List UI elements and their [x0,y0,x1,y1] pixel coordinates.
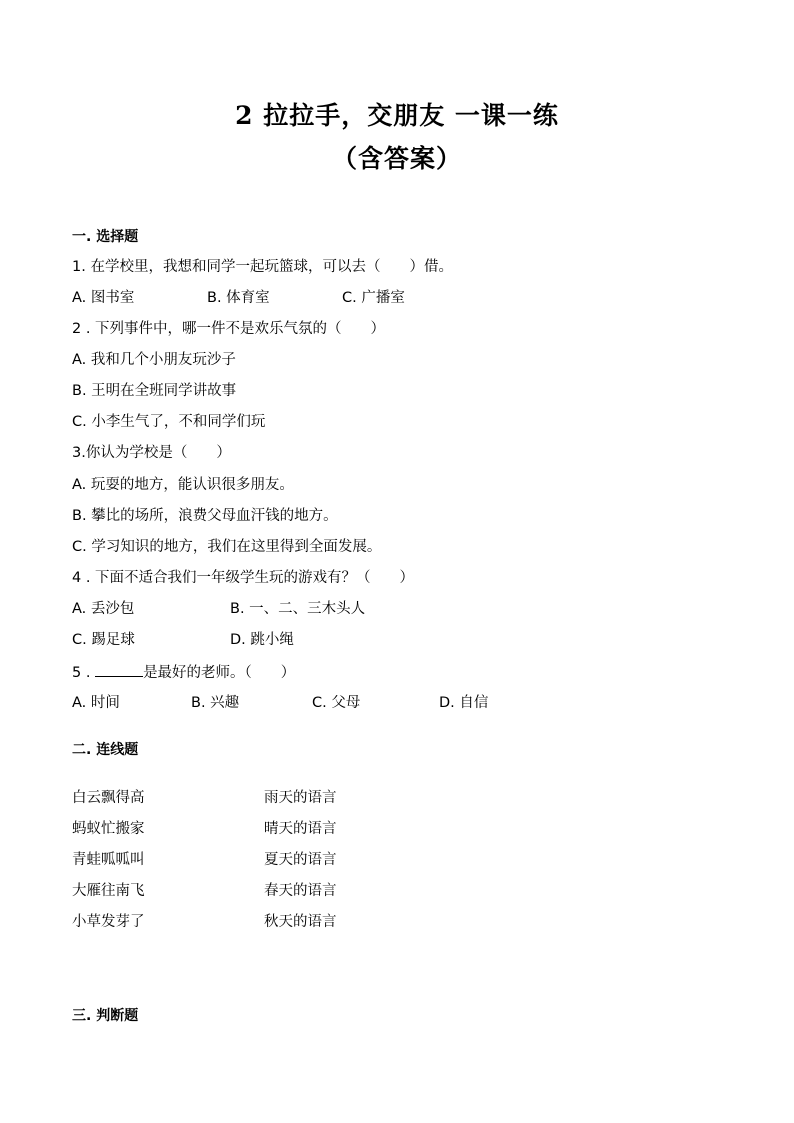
question-4-option-c: C. 踢足球 [72,632,135,648]
question-3-stem: 3.你认为学校是（ ） [72,445,231,461]
question-5-stem-prefix: 5 . [72,665,96,681]
question-2-stem: 2 . 下列事件中，哪一件不是欢乐气氛的（ ） [72,321,386,337]
page-subtitle: （含答案） [331,144,462,173]
section-heading-matching: 二. 连线题 [72,742,139,758]
question-5-option-b: B. 兴趣 [191,695,240,711]
matching-right-item: 雨天的语言 [264,790,337,806]
question-3-option-a: A. 玩耍的地方，能认识很多朋友。 [72,477,294,493]
question-2-option-a: A. 我和几个小朋友玩沙子 [72,352,236,368]
question-5-blank [95,662,143,677]
question-1-option-c: C. 广播室 [342,290,405,306]
question-1-option-b: B. 体育室 [207,290,270,306]
page-title: 2 拉拉手，交朋友 一课一练 [235,101,559,130]
question-5-option-c: C. 父母 [312,695,361,711]
question-2-option-b: B. 王明在全班同学讲故事 [72,383,237,399]
matching-right-item: 晴天的语言 [264,821,337,837]
matching-right-item: 秋天的语言 [264,914,337,930]
question-5-option-a: A. 时间 [72,695,120,711]
matching-right-item: 夏天的语言 [264,852,337,868]
matching-right-item: 春天的语言 [264,883,337,899]
section-heading-true-false: 三. 判断题 [72,1008,139,1024]
question-5-stem-suffix: 是最好的老师。（ ） [143,665,296,681]
question-3-option-c: C. 学习知识的地方，我们在这里得到全面发展。 [72,539,382,555]
question-3-option-b: B. 攀比的场所，浪费父母血汗钱的地方。 [72,508,338,524]
question-1-option-a: A. 图书室 [72,290,135,306]
section-heading-choice: 一. 选择题 [72,229,139,245]
matching-left-item: 白云飘得高 [72,790,145,806]
question-4-stem: 4 . 下面不适合我们一年级学生玩的游戏有？（ ） [72,570,415,586]
matching-left-item: 大雁往南飞 [72,883,145,899]
question-5-option-d: D. 自信 [439,695,489,711]
matching-left-item: 蚂蚁忙搬家 [72,821,145,837]
matching-left-item: 青蛙呱呱叫 [72,852,145,868]
question-4-option-b: B. 一、二、三木头人 [230,601,366,617]
matching-left-item: 小草发芽了 [72,914,145,930]
question-5-stem [72,662,295,683]
question-1-stem: 1. 在学校里，我想和同学一起玩篮球，可以去（ ）借。 [72,259,453,275]
question-2-option-c: C. 小李生气了，不和同学们玩 [72,414,266,430]
question-4-option-a: A. 丢沙包 [72,601,135,617]
question-4-option-d: D. 跳小绳 [230,632,294,648]
